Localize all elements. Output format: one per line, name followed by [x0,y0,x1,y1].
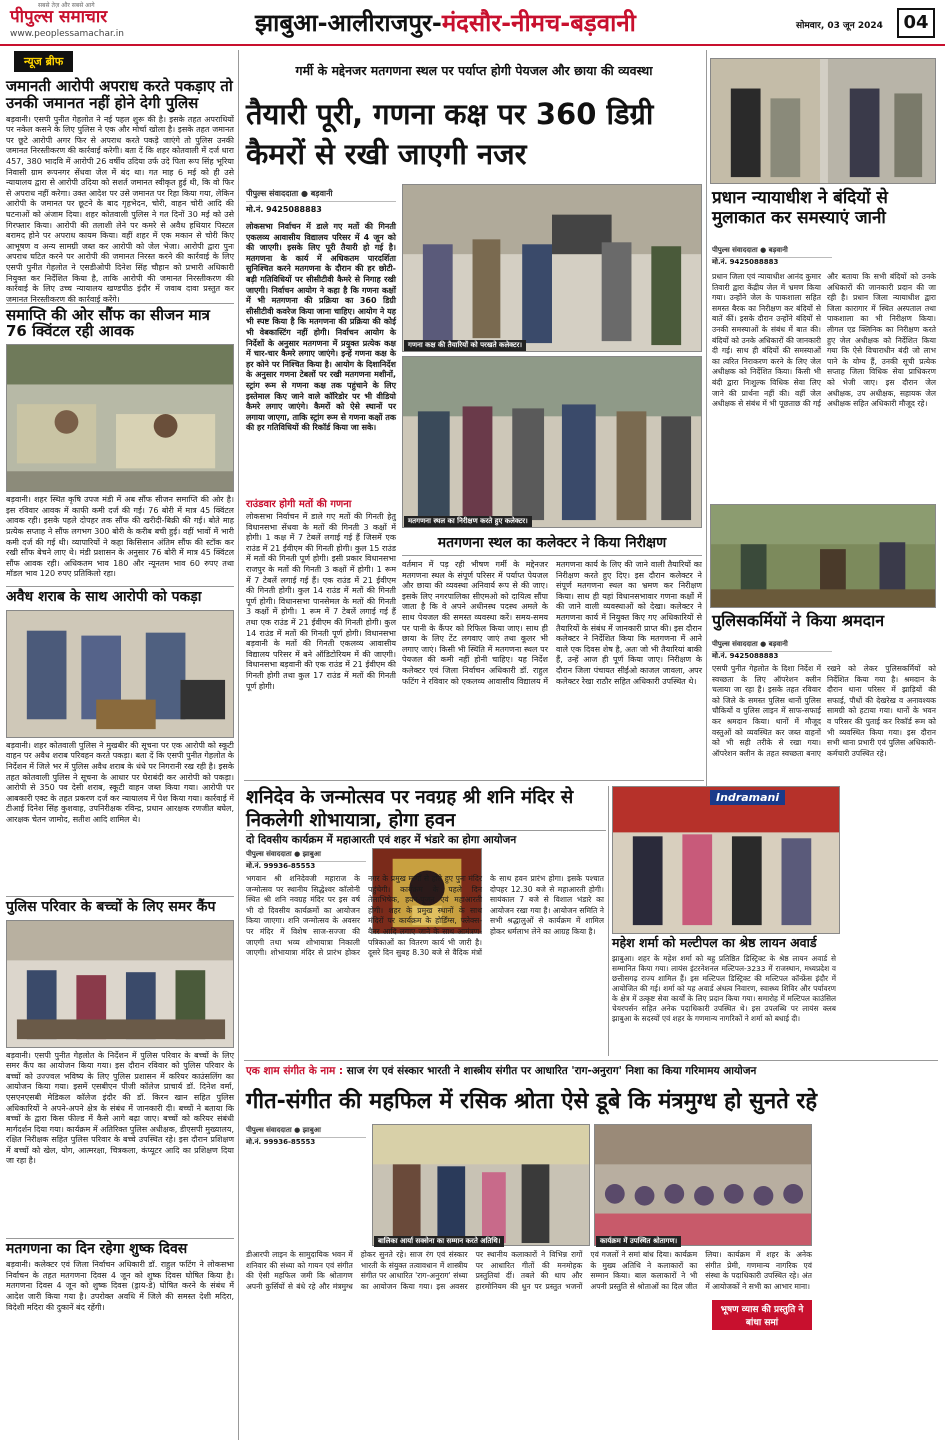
inspection-subhead: मतगणना स्थल का कलेक्टर ने किया निरीक्षण [402,536,702,556]
shramdaan-mobile: मो.नं. 9425088883 [712,652,779,660]
shani-body: भगवान श्री शनिदेवजी महाराज के जन्मोत्सव पर स्थानीय सिद्धेश्वर कॉलोनी स्थित श्री शनि नवग्रह मंदिर पर इस वर्ष भी दो दिवसीय कार्यक्रमों का आयोजन किया जाएगा। शनि जन्मोत्सव के अवसर पर मंदिर में विशेष साज-सज्जा की जाएगी तथा भव्य शोभायात्रा निकाली जाएगी। शोभायात्रा मंदिर से प्रारंभ होकर नगर के प्रमुख मार्गों से होते हुए पुनः मंदिर पहुंचेगी। कार्यक्रम के पहले दिन तेलाभिषेक, हवन-पूजन एवं महाआरती होगी। शहर के प्रमुख स्थानों के साथ मंदिरों पर कार्यक्रम के होर्डिंग्स, फ्लेक्स-बैनर आदि लगाए जाने के साथ आमंत्रण-पत्रिकाओं का वितरण कार्य भी जारी है। दूसरे दिन सुबह 8.30 बजे से वैदिक मंत्रों के साथ हवन प्रारंभ होगा। इसके पश्चात दोपहर 12.30 बजे से महाआरती होगी। सायंकाल 7 बजे से विशाल भंडारे का आयोजन रखा गया है। आयोजन समिति ने सभी श्रद्धालुओं से कार्यक्रम में शामिल होकर धर्मलाभ लेने का आग्रह किया है। [246,874,604,958]
lead-story-body-2: लोकसभा निर्वाचन में डाले गए मतों की गिनती हेतु विधानसभा सेंधवा के मतों की गिनती 3 कक्षों में होगी। 1 कक्ष में 7 टेबलें लगाई गई हैं जिसमें एक राउंड में 21 ईवीएम की गिनती होगी। कुल 15 राउंड में मतों की गिनती पूर्ण होगी। इसी प्रकार विधानसभा राजपुर के मतों की गिनती 3 कक्षों में होगी। 1 रूम में 7 टेबलें लगाई गई हैं। एक राउंड में 21 ईवीएम की गिनती होगी। कुल 14 राउंड में मतों की गिनती पूर्ण होगी। विधानसभा पानसेमल के मतों की गिनती 3 कक्षों में होगी। 1 रूम में 7 टेबलें लगाई गई हैं तथा एक राउंड में 21 ईवीएम की गिनती होगी। कुल 14 राउंड में मतों की गिनती पूर्ण होगी। विधानसभा बड़वानी के मतों की गिनती एकलव्य आवासीय विद्यालय परिसर में बने ऑडिटोरियम में की जाएगी। विधानसभा बड़वानी की एक राउंड में 21 ईवीएम की गिनती होगी तथा कुल 17 राउंड में मतों की गिनती पूर्ण होगी। [246,512,396,691]
music-headline: गीत-संगीत की महफिल में रसिक श्रोता ऐसे डूबे कि मंत्रमुग्ध हो सुनते रहे [246,1089,818,1114]
brief-4-body: बड़वानी। एसपी पुनीत गेहलोत के निर्देशन में पुलिस परिवार के बच्चों के लिए समर कैंप का आयोजन किया गया। इस दौरान रविवार को पुलिस परिवार के बच्चों को उज्ज्वल भविष्य के लिए पुलिस प्रशासन में करियर काउंसलिंग का आयोजन किया गया। इसमें एसबीएन पीजी कॉलेज प्राचार्य डॉ. दिनेश वर्मा, एसएनएसबी मेडिकल कॉलेज इंदौर की डॉ. किरन खान सहित पुलिस अधिकारियों ने अपने-अपने क्षेत्र के संबंध में जानकारी दी। बच्चों ने बताया कि बच्चों के द्वारा किस फील्ड में कैसे आगे बढ़ा जाए। बच्चों को करियर संबंधी मार्गदर्शन दिया गया। कार्यक्रम में अतिरिक्त पुलिस अधीक्षक, डीएसपी मुख्यालय, रक्षित निरीक्षक सहित पुलिस परिवार के बच्चे उपस्थित रहे। इस दौरान प्रशिक्षण में बच्चों को खेल, योग, आत्मरक्षा, चित्रकला, कंप्यूटर आदि का प्रशिक्षण दिया जा रहा है। [6,1050,234,1166]
logo [10,4,170,42]
issue-date: सोमवार, 03 जून 2024 [796,21,883,31]
website: www.peoplessamachar.in [10,29,124,39]
summer-camp-photo [6,920,234,1048]
lead-story-byline-block [246,186,396,215]
music-body-right [816,1124,936,1436]
music-kicker-text: साज रंग एवं संस्कार भारती ने शास्त्रीय संगीत पर आधारित 'राग-अनुराग' निशा का किया गरिमामय आयोजन [346,1065,757,1077]
edition-right: मंदसौर-नीमच-बड़वानी [441,9,636,37]
lead-story-headline: तैयारी पूरी, गणना कक्ष पर 360 डिग्री कैमरों से रखी जाएगी नजर [246,97,654,171]
shramdaan-headline: पुलिसकर्मियों ने किया श्रमदान [712,611,885,630]
music-felicitation-caption: बालिका आर्या सक्सेना का सम्मान करते अतिथि। [374,1236,504,1247]
news-brief-column [6,50,234,1440]
logo-tagline: सबसे तेज़ और सबसे आगे [38,2,95,9]
shani-byline: पीपुल्स संवाददाता ● झाबुआ [246,848,366,862]
lead-story-mobile: मो.नं. 9425088883 [246,205,322,214]
section-divider [244,1060,938,1061]
fennel-market-photo [6,344,234,492]
column-divider [608,786,609,1056]
award-body: झाबुआ। शहर के महेश शर्मा को बहु प्रतिष्ठित डिस्ट्रिक्ट के श्रेष्ठ लायन अवार्ड से सम्मानित किया गया। लायंस इंटरनेशनल मल्टिपल-3233 में राजस्थान, मध्यप्रदेश व छत्तीसगढ़ राज्य शामिल हैं। इस मल्टिपल डिस्ट्रिक्ट की मल्टिपल कॉन्फ्रेंस इंदौर में आयोजित की गई। शर्मा को यह अवार्ड अंधत्व निवारण, स्वास्थ्य शिविर और पर्यावरण के क्षेत्र में उत्कृष्ट सेवा कार्यों के लिए प्रदान किया गया। समारोह में मल्टिपल काउंसिल चेयरपर्सन सहित अनेक पदाधिकारी उपस्थित थे। इस उपलब्धि पर लायंस क्लब झाबुआ के सदस्यों एवं शहर के गणमान्य नागरिकों ने शर्मा को बधाई दी। [612,954,836,1023]
police-shramdaan-photo [710,504,936,608]
award-headline: महेश शर्मा को मल्टीपल का श्रेष्ठ लायन अवार्ड [612,935,817,950]
judge-visit-photo [710,58,936,184]
music-audience-photo [594,1124,812,1246]
judge-mobile: मो.नं. 9425088883 [712,258,779,266]
masthead [0,0,945,46]
brief-5-body: बड़वानी। कलेक्टर एवं जिला निर्वाचन अधिकारी डॉ. राहुल फटिंग ने लोकसभा निर्वाचन के तहत मतगणना दिवस 4 जून को शुष्क दिवस घोषित किया है। मतगणना दिवस 4 जून को शुष्क दिवस (ड्राय-डे) घोषित करने के संबंध में आदेश जारी किया गया है। उपरोक्त अवधि में जिले की समस्त देशी मदिरा, विदेशी मदिरा की दुकानें बंद रहेंगी। [6,1260,234,1312]
shramdaan-body: एसपी पुनीत गेहलोत के दिशा निर्देश में स्वच्छता के लिए ऑपरेशन क्लीन चलाया जा रहा है। इसके तहत रविवार को जिले के समस्त पुलिस थानों पुलिस चौकियों व पुलिस लाइन में साफ-सफाई कर श्रमदान किया। थानों में मौजूद वस्तुओं को व्यवस्थित कर जब्त वाहनों को भी सही तरीके से रखा गया। ऑपरेशन क्लीन के तहत स्वच्छता बनाए रखने को लेकर पुलिसकर्मियों को निर्देशित किया गया है। श्रमदान के दौरान थाना परिसर में झाड़ियों की सफाई, पौधों की देखरेख व अनावश्यक सामग्री को हटाया गया। थानों के भवन व परिसर की पुताई कर रिकॉर्ड रूम को भी व्यवस्थित किया गया। इस दौरान सभी थाना प्रभारी एवं पुलिस अधिकारी-कर्मचारी उपस्थित रहे। [712,664,936,758]
lead-story-byline: पीपुल्स संवाददाता ● बड़वानी [246,186,396,202]
column-divider [706,50,707,790]
award-ceremony-photo [612,786,840,934]
edition-left: झाबुआ-आलीराजपुर- [255,9,442,37]
judge-byline: पीपुल्स संवाददाता ● बड़वानी [712,244,832,258]
counting-hall-caption: गणना कक्ष की तैयारियों को परखते कलेक्टर। [404,340,526,351]
shani-headline: शनिदेव के जन्मोत्सव पर नवग्रह श्री शनि मंदिर से निकलेगी शोभायात्रा, होगा हवन [246,787,574,832]
music-kicker-red: एक शाम संगीत के नाम : [246,1065,344,1077]
counting-hall-photo [402,184,702,352]
shani-kicker: दो दिवसीय कार्यक्रम में महाआरती एवं शहर में भंडारे का होगा आयोजन [246,830,606,847]
lead-story-subhead: राउंडवार होगी मतों की गणना [246,499,352,510]
shani-mobile: मो.नं. 99936-85553 [246,862,316,870]
section-divider [244,780,704,781]
shramdaan-byline: पीपुल्स संवाददाता ● बड़वानी [712,638,832,652]
page-number: 04 [897,8,935,38]
music-body: डीआरपी लाइन के सामुदायिक भवन में शनिवार की संध्या को गायन एवं संगीत की ऐसी महफिल जमी कि श्रोतागण अपनी कुर्सियों से बंधे रहे और मंत्रमुग्ध होकर सुनते रहे। साज रंग एवं संस्कार भारती के संयुक्त तत्वावधान में शास्त्रीय संगीत पर आधारित 'राग-अनुराग' संध्या का आयोजन किया गया। इस अवसर पर स्थानीय कलाकारों ने विभिन्न रागों पर आधारित गीतों की मनमोहक प्रस्तुतियां दीं। तबले की थाप और हारमोनियम की धुन पर प्रस्तुत भजनों एवं गजलों ने समां बांध दिया। कार्यक्रम के मुख्य अतिथि ने कलाकारों का सम्मान किया। बाल कलाकारों ने भी अपनी प्रस्तुति से श्रोताओं का दिल जीत लिया। कार्यक्रम में शहर के अनेक संगीत प्रेमी, गणमान्य नागरिक एवं संस्था के पदाधिकारी उपस्थित रहे। अंत में आयोजकों ने सभी का आभार माना। [246,1250,812,1291]
shramdaan-byline-block [712,638,832,661]
brief-3-body: बड़वानी। शहर कोतवाली पुलिस ने मुखबीर की सूचना पर एक आरोपी को स्कूटी वाहन पर अवैध शराब परिवहन करते पकड़ा। बता दें कि एसपी पुनीत गेहलोत के निर्देशन में जिले भर में पुलिस अवैध शराब के धंधे पर निगरानी रख रही है। इसके तहत कोतवाली पुलिस ने सूचना के आधार पर घेराबंदी कर आरोपी को पकड़ा। आरोपी से 350 पव देसी शराब, स्कूटी वाहन जब्त किया गया। आरोपी पर आबकारी एक्ट के तहत प्रकरण दर्ज कर न्यायालय में पेश किया गया। कार्रवाई में टीआई दिनेश सिंह कुशवाह, उपनिरीक्षक रविन्द्र, प्रधान आरक्षक रणजीत बघेल, आरक्षक चेतन जामोद, सतीश आदि शामिल थे। [6,740,234,825]
liquor-seizure-photo [6,610,234,738]
music-byline: पीपुल्स संवाददाता ● झाबुआ [246,1124,366,1138]
shani-byline-block [246,848,366,871]
brief-2-body: बड़वानी। शहर स्थित कृषि उपज मंडी में अब सौंफ सीजन समाप्ति की ओर है। इस रविवार आवक में काफी कमी दर्ज की गई। 76 बोरी में मात्र 45 क्विंटल आवक रही। इसके पहले दोपहर तक सौंफ की खरीदी-बिक्री की गई। बोते माह प्रत्येक सप्ताह ने सौंफ लगभग 300 बोरी के करीब बची हुई। वहीं भावों में भारी कमी दर्ज की गई थी। व्यापारियों ने कहा किसिसान अंतिम सौंफ की स्टॉक कर रखी सौंफ बेचने लाए थे। मंडी प्रशासन के अनुसार 76 बोरी में मात्र 45 क्विंटल सौंफ आवक रही। अधिकतम भाव 180 और न्यूनतम भाव 60 रुपए तथा मॉडल भाव 120 रुपए प्रतिकिलो रहा। [6,495,234,579]
music-byline-block [246,1124,366,1147]
edition-title [255,6,675,38]
judge-headline: प्रधान न्यायाधीश ने बंदियों से मुलाकात कर समस्याएं जानी [712,188,888,229]
music-subhead: भूषण व्यास की प्रस्तुति ने बांधा समां [712,1300,812,1330]
column-divider [238,50,239,1440]
brief-3-headline: अवैध शराब के साथ आरोपी को पकड़ा [6,586,234,606]
collector-inspection-photo [402,356,702,528]
judge-byline-block [712,244,832,267]
judge-body: प्रधान जिला एवं न्यायाधीश आनंद कुमार तिवारी द्वारा केंद्रीय जेल में भ्रमण किया गया। उन्होंने जेल के पाकशाला सहित समस्त बैरक का निरीक्षण कर बंदियों से बातें कीं। इसके दौरान उन्होंने बंदियों से उनकी समस्याओं के संबंध में बात की। बंदियों को उनके अधिकारों की जानकारी दी गई। साथ ही बंदियों की समस्याओं का त्वरित निराकरण करने के लिए जेल अधीक्षक को निर्देशित किया। किसी भी बंदी द्वारा निःशुल्क विधिक सेवा लिए जाने की प्रार्थना नहीं की। वहीं जेल अधीक्षक से संबंध में भी पूछताछ की गई और बताया कि सभी बंदियों को उनके अधिकारों की जानकारी प्रदान की जा रही है। प्रधान जिला न्यायाधीश द्वारा जिला कारागार में स्थित अस्पताल तथा पाकशाला का भी निरीक्षण किया। लीगल एड क्लिनिक का निरीक्षण करते हुए जेल अधीक्षक को निर्देशित किया गया कि ऐसे विचाराधीन बंदी जो लाभ पाने के योग्य हैं, उनकी सूची प्रत्येक सप्ताह जिला विधिक सेवा प्राधिकरण को भेजी जाए। इस दौरान जेल अधीक्षक, उप अधीक्षक, सहायक जेल अधीक्षक सहित अधिकारी मौजूद रहे। [712,272,936,409]
music-kicker [246,1064,936,1078]
news-brief-label: न्यूज ब्रीफ [14,51,73,72]
brief-2-headline: समाप्ति की ओर सौंफ का सीजन मात्र 76 क्विंटल रही आवक [6,303,234,341]
brief-4-headline: पुलिस परिवार के बच्चों के लिए समर कैंप [6,896,234,916]
collector-inspection-caption: मतगणना स्थल का निरीक्षण करते हुए कलेक्टर। [404,516,532,527]
logo-text: पीपुल्स समाचार [10,7,108,27]
music-audience-caption: कार्यक्रम में उपस्थित श्रोतागण। [596,1236,681,1247]
brief-1-body: बड़वानी। एसपी पुनीत गेहलोत ने नई पहल शुरू की है। इसके तहत अपराधियों पर नकेल कसने के लिए पुलिस ने एक और मोर्चा खोला है। इसके तहत जमानत पर छूटे आरोपी अगर फिर से अपराध करते पकड़े जाएंगे तो पुलिस उनकी जमानत निरस्तीकरण की कार्रवाई करेगी। बता दें कि शहर कोतवाली में दर्ज धारा 457, 380 भादवि में आरोपी 26 वर्षीय उदिया उर्फ उदे पिता रूप सिंह भूरिया निवासी ग्राम रूपनगर सेंधवा जेल में बंद था। गत माह 6 मई को ही उसे न्यायालय द्वारा से आरोपी उदिया को सशर्त जमानत स्वीकृत हुई थी, कि वो फिर से अपराध नहीं करेगा। उक्त आदेश पर उसे जमानत पर रिहा किया गया, लेकिन आरोपी के जमानत पर छूटने के बाद गृहभेदन, चोरी, वाहन चोरी आदि की घटनाओं को अंजाम दिया। शहर कोतवाली पुलिस ने गत दिनों 30 मई को उसे गिरफ्तार किया। आरोपी की तलाशी लेने पर कमरे से अवैध हथियार पिस्टल बरामद होने पर अपराध कायम किया। वहीं शहर में एक मकान से चोरी किए आभूषण व अन्य सामग्री जब्त कर आरोपी को जेल भेजा। आरोपी द्वारा पुनः अपराध घटित करने पर आरोपी की जमानत निरस्त करने की कार्रवाई के लिए एसपी पुनीत गेहलोत ने एसडीओपी दिनेश सिंह चौहान को प्रभारी अधिकारी नियुक्त कर निर्देशित किया है, ताकि आरोपी की जमानत निरस्तीकरण की कार्रवाई के लिए उच्च न्यायालय खण्डपीठ इंदौर में जवाब दावा प्रस्तुत कर जमानत निरस्तीकरण की कार्रवाई करेंगे। [6,114,234,304]
award-banner-badge: Indramani [710,790,785,805]
brief-1-headline: जमानती आरोपी अपराध करते पकड़ाए तो उनकी जमानत नहीं होने देगी पुलिस [6,77,233,112]
inspection-body: वर्तमान में पड़ रही भीषण गर्मी के मद्देनजर मतगणना स्थल के संपूर्ण परिसर में पर्याप्त पेयजल और छाया की व्यवस्था अनिवार्य रूप से की जाए। इसके लिए नगरपालिका सीएमओ को दायित्व सौंपा जाता है कि वे अपने अधीनस्थ पदस्थ अमले के साथ पेयजल की समस्त व्यवस्था करें। समय-समय पर पानी के कैंपर को रिफिल किया जाए। साथ ही छाया के लिए टेंट लगवाए जाएं तथा कूलर भी लगाए जाएं। किसी भी स्थिति में मतगणना स्थल पर पेयजल की कमी नहीं होनी चाहिए। यह निर्देश कलेक्टर एवं जिला निर्वाचन अधिकारी डॉ. राहुल फटिंग ने रविवार को एकलव्य आवासीय विद्यालय में मतगणना कार्य के लिए की जाने वाली तैयारियों का निरीक्षण करते हुए दिए। इस दौरान कलेक्टर ने संपूर्ण मतगणना स्थल का भ्रमण कर निरीक्षण किया। साथ ही यहां विधानसभावार गणना कक्षों में की जाने वाली व्यवस्थाओं को देखा। कलेक्टर ने मतगणना कार्य में नियुक्त किए गए अधिकारियों से तैयारियों के संबंध में जानकारी प्राप्त की। इस दौरान कलेक्टर ने निर्देशित किया कि मतगणना में आने वाले एक दिवस शेष है, अतः जो भी तैयारियां बाकी हैं, उन्हें आज ही पूर्ण किया जाए। निरीक्षण के दौरान जिला पंचायत सीईओ काजल जावला, अपर कलेक्टर रेखा राठौर सहित अधिकारी उपस्थित थे। [402,560,702,686]
music-mobile: मो.नं. 99936-85553 [246,1138,316,1146]
lead-story-body: लोकसभा निर्वाचन में डाले गए मतों की गिनती एकलव्य आवासीय विद्यालय परिसर में 4 जून को की जाएगी। इसके लिए पूरी तैयारी हो गई है। मतगणना के कार्य में अधिकतम पारदर्शिता सुनिश्चित करने मतगणना के दौरान की हर छोटी-बड़ी गतिविधियों पर सीसीटीवी कैमरे से निगाह रखी जाएगी। निर्वाचन आयोग ने कहा है कि गणना कक्षों में भी मतगणना की प्रक्रिया का 360 डिग्री सीसीटीवी कवरेज किया जाना चाहिए। आयोग ने यह भी स्पष्ट किया है कि मतगणना की प्रक्रिया की कोई भी वेबकास्टिंग नहीं होगी। निर्वाचन आयोग के निर्देशों के अनुसार मतगणना में प्रयुक्त प्रत्येक कक्ष में चार-चार कैमरे लगाए जाएंगे। इन्हें गणना कक्ष के हर कोने पर निश्चित किया है। आयोग के दिशानिर्देश के अनुसार गणना टेबलों पर रखी मतगणना मशीनों, स्ट्रांग रूम से गणना कक्ष तक पहुंचाने के लिए इस्तेमाल किए जाने वाले कॉरिडोर पर भी वीडियो कैमरे लगाए जाएंगे। कैमरों को ऐसे स्थानों पर लगाया जाएगा, ताकि स्ट्रांग रूम से गणना कक्षों तक की हर गतिविधियों की रिकॉर्ड किया जा सके। [246,222,396,433]
music-felicitation-photo [372,1124,590,1246]
brief-5-headline: मतगणना का दिन रहेगा शुष्क दिवस [6,1238,234,1258]
lead-story-kicker: गर्मी के मद्देनजर मतगणना स्थल पर पर्याप्त होगी पेयजल और छाया की व्यवस्था [295,63,653,78]
